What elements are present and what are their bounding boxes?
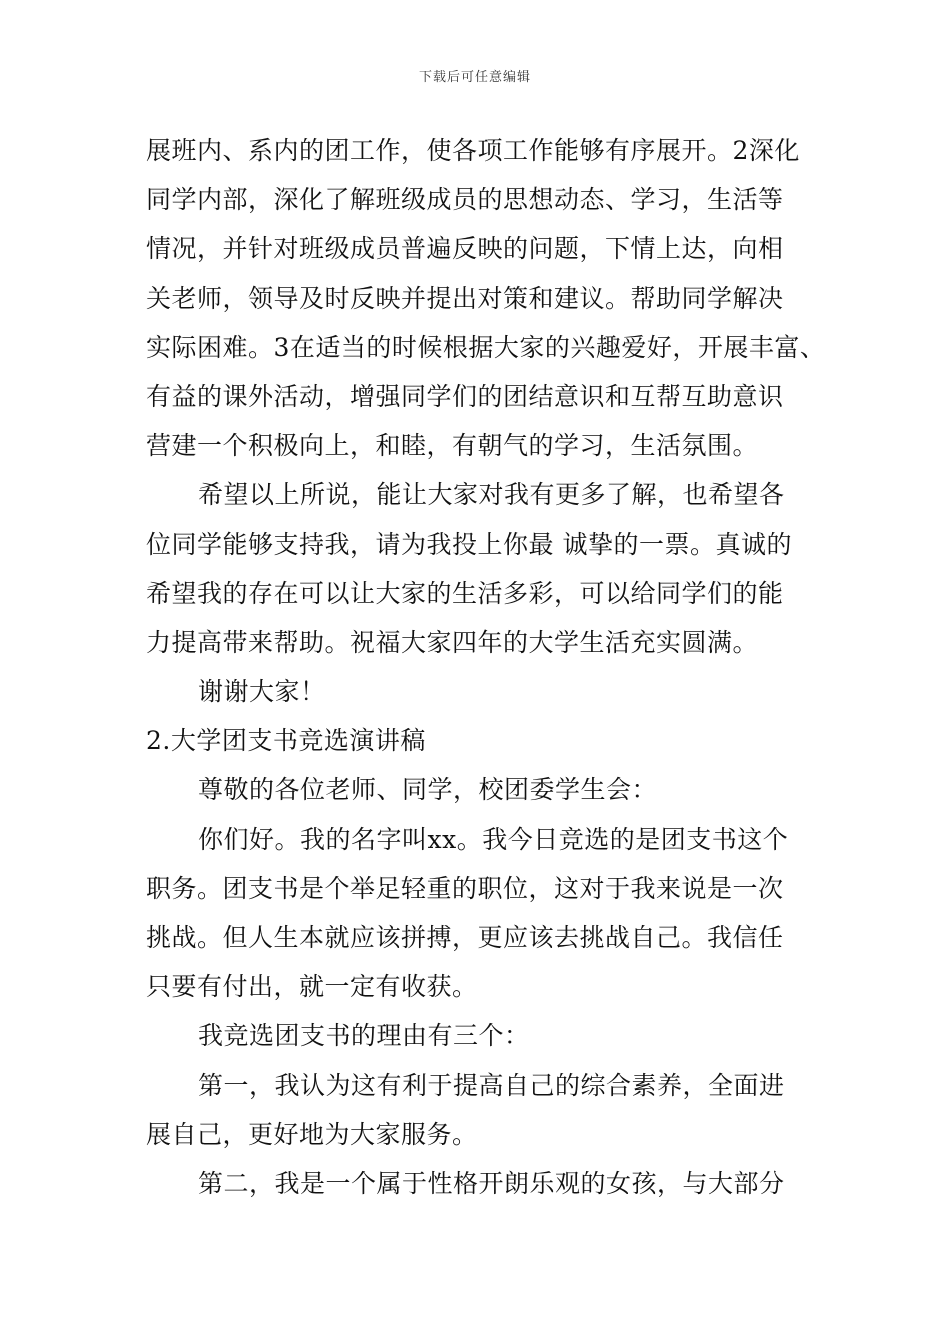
text-line: 关老师，领导及时反映并提出对策和建议。帮助同学解决 [146, 283, 784, 313]
text-line: 情况，并针对班级成员普遍反映的问题，下情上达，向相 [146, 234, 784, 264]
text-line: 职务。团支书是个举足轻重的职位，这对于我来说是一次 [146, 873, 784, 903]
text-line: 力提高带来帮助。祝福大家四年的大学生活充实圆满。 [146, 627, 759, 657]
document-body [146, 126, 826, 1208]
text-line: 营建一个积极向上，和睦，有朝气的学习，生活氛围。 [146, 431, 759, 461]
text-line: 你们好。我的名字叫xx。我今日竞选的是团支书这个 [198, 824, 789, 854]
text-line: 位同学能够支持我，请为我投上你最 诚挚的一票。真诚的 [146, 529, 792, 559]
text-line: 第二，我是一个属于性格开朗乐观的女孩，与大部分 [198, 1168, 785, 1198]
text-line: 第一，我认为这有利于提高自己的综合素养，全面进 [198, 1070, 785, 1100]
text-line: 谢谢大家！ [198, 677, 326, 707]
text-line: 希望我的存在可以让大家的生活多彩，可以给同学们的能 [146, 578, 784, 608]
text-line: 希望以上所说，能让大家对我有更多了解，也希望各 [198, 480, 785, 510]
page-header: 下载后可任意编辑 [418, 70, 531, 85]
section-heading: 2.大学团支书竞选演讲稿 [146, 726, 426, 756]
text-line: 只要有付出，就一定有收获。 [146, 972, 478, 1002]
text-line: 我竞选团支书的理由有三个： [198, 1021, 530, 1051]
text-line: 展自己，更好地为大家服务。 [146, 1119, 478, 1149]
text-line: 同学内部，深化了解班级成员的思想动态、学习，生活等 [146, 185, 784, 215]
text-line: 尊敬的各位老师、同学，校团委学生会： [198, 775, 658, 805]
text-line: 展班内、系内的团工作，使各项工作能够有序展开。2深化 [146, 136, 800, 165]
text-line: 有益的课外活动，增强同学们的团结意识和互帮互助意识 [146, 381, 784, 411]
text-line: 挑战。但人生本就应该拼搏，更应该去挑战自己。我信任 [146, 923, 784, 952]
text-line: 实际困难。3在适当的时候根据大家的兴趣爱好，开展丰富、 [146, 332, 826, 362]
